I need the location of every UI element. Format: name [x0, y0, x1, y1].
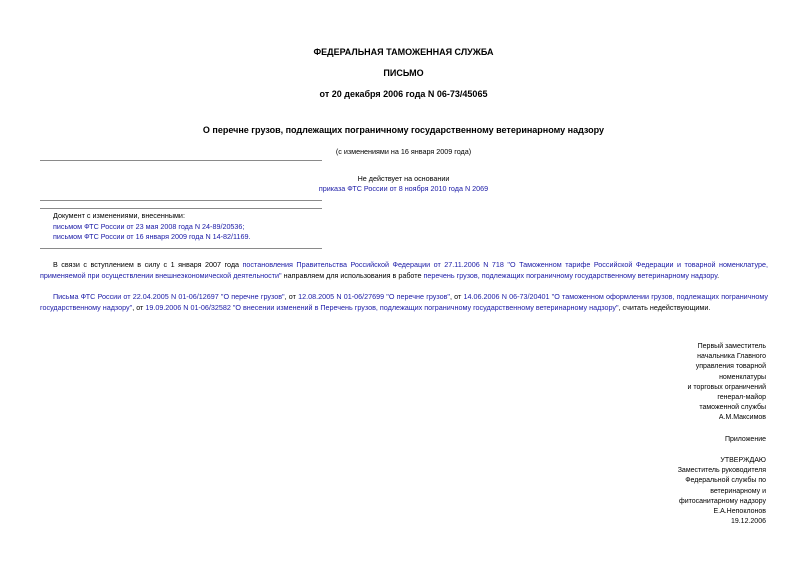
signature-line: и торговых ограничений	[687, 383, 766, 391]
signature-line: номенклатуры	[719, 373, 766, 381]
amendments-label: Документ с изменениями, внесенными:	[53, 211, 185, 220]
divider-rule	[40, 248, 322, 249]
amendments-block	[53, 211, 250, 243]
paragraph-text: , от	[132, 302, 146, 312]
signature-line: Первый заместитель	[697, 343, 766, 350]
repeal-order-link[interactable]: приказа ФТС России от 8 ноября 2010 года N 2069	[318, 184, 489, 193]
amendment-link-2[interactable]: письмом ФТС России от 16 января 2009 года N 14-82/1169.	[53, 232, 251, 241]
document-type: ПИСЬМО	[383, 68, 424, 78]
approval-line: Заместитель руководителя	[677, 467, 766, 475]
paragraph-text: направляем для использования в работе	[281, 270, 424, 280]
government-decree-link[interactable]: постановления Правительства Российской Федерации от 27.11.2006 N 718 "О Таможенном тарифе Российской Федерации и товарной номенклатуре, применяемой при осуществлении внешнеэкономической деятельности"	[40, 260, 768, 280]
letter-link-2006-06[interactable]: 14.06.2006 N 06-73/20401 "О таможенном оформлении грузов, подлежащих пограничному государственному надзору"	[40, 292, 769, 312]
paragraph-text: .	[717, 270, 720, 280]
approval-name: Е.А.Непоклонов	[713, 508, 766, 516]
letter-link-2005-04[interactable]: Письма ФТС России от 22.04.2005 N 01-06/12697 "О перечне грузов"	[53, 292, 285, 301]
signature-line: начальника Главного	[697, 353, 766, 361]
signature-name: А.М.Максимов	[718, 414, 766, 422]
document-title: О перечне грузов, подлежащих пограничному государственному ветеринарному надзору	[202, 125, 605, 135]
agency-name: ФЕДЕРАЛЬНАЯ ТАМОЖЕННАЯ СЛУЖБА	[313, 47, 494, 57]
signature-line: таможенной службы	[699, 404, 766, 412]
document-date-number: от 20 декабря 2006 года N 06-73/45065	[319, 89, 488, 99]
appendix-label: Приложение	[724, 436, 766, 443]
approval-line: фитосанитарному надзору	[678, 497, 766, 505]
approval-date: 19.12.2006	[730, 518, 766, 526]
paragraph-text: , от	[449, 292, 464, 301]
divider-rule	[40, 200, 322, 201]
cargo-list-link[interactable]: перечень грузов, подлежащих пограничному государственному ветеринарному надзору	[423, 270, 718, 280]
changes-note: (с изменениями на 16 января 2009 года)	[335, 147, 472, 156]
paragraph-text: В связи с вступлением в силу с 1 января 2007 года	[53, 260, 243, 269]
paragraph-text: , считать недействующими.	[618, 302, 711, 312]
amendment-link-1[interactable]: письмом ФТС России от 23 мая 2008 года N 24-89/20536;	[53, 221, 245, 231]
divider-rule	[40, 208, 322, 209]
body-paragraph-2	[40, 292, 768, 314]
approval-line: Федеральной службы по	[685, 477, 766, 485]
approval-heading: УТВЕРЖДАЮ	[720, 457, 766, 464]
divider-rule	[40, 160, 322, 161]
status-line: Не действует на основании	[357, 174, 450, 183]
body-paragraph-1	[40, 260, 768, 282]
approval-block	[678, 456, 766, 527]
signature-line: генерал-майор	[717, 394, 766, 402]
approval-line: ветеринарному и	[710, 487, 766, 495]
signature-block	[688, 342, 767, 424]
paragraph-text: , от	[284, 292, 299, 301]
letter-link-2005-08[interactable]: 12.08.2005 N 01-06/27699 "О перечне грузов"	[298, 292, 450, 301]
signature-line: управления товарной	[695, 363, 766, 371]
letter-link-2006-09[interactable]: 19.09.2006 N 01-06/32582 "О внесении изменений в Перечень грузов, подлежащих пограничному государственному ветеринарному надзору"	[145, 302, 619, 312]
